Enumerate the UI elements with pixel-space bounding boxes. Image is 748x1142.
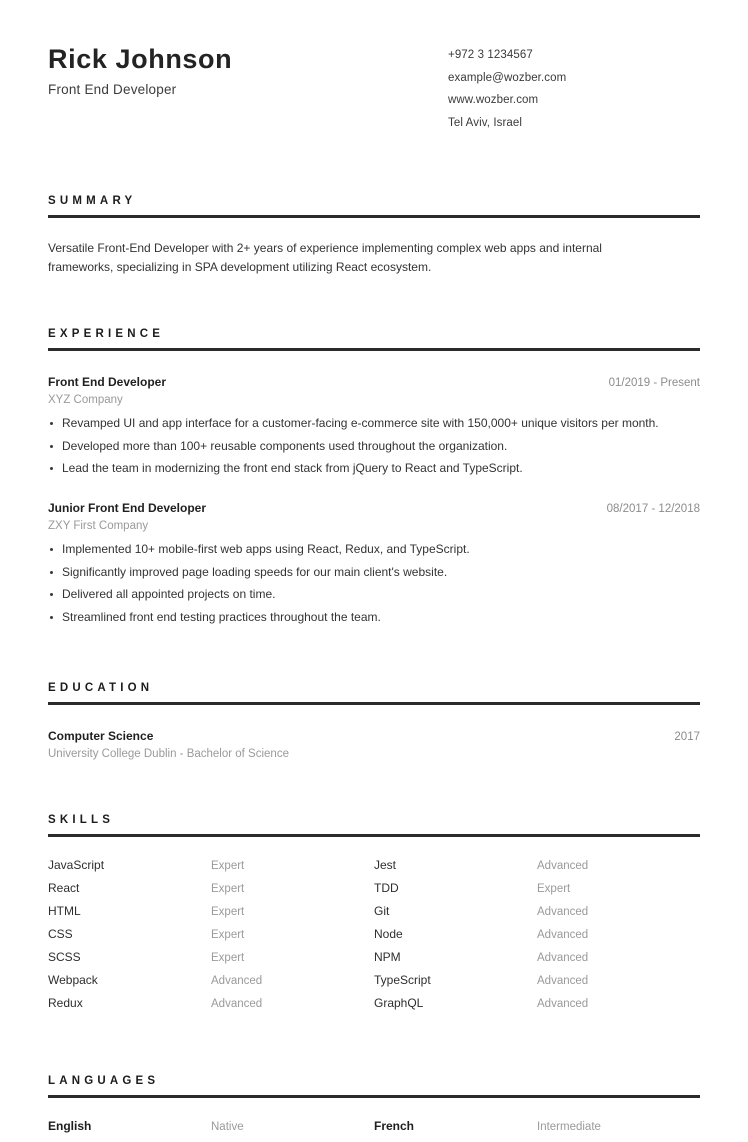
skill-row	[48, 858, 374, 872]
skill-level: Advanced	[211, 974, 263, 987]
skill-name: Redux	[48, 995, 83, 1010]
experience-date: 01/2019 - Present	[608, 377, 700, 390]
skill-name: React	[48, 880, 80, 895]
skill-level: Advanced	[537, 997, 589, 1010]
skill-level: Advanced	[537, 905, 589, 918]
languages-column-right	[374, 1119, 700, 1142]
skill-row	[374, 881, 700, 895]
skill-name: JavaScript	[48, 857, 105, 872]
experience-bullet: Lead the team in modernizing the front end stack from jQuery to React and TypeScript.	[48, 460, 700, 477]
skill-level: Advanced	[211, 997, 263, 1010]
experience-heading: EXPERIENCE	[48, 328, 165, 341]
education-section	[48, 682, 700, 760]
skill-level: Expert	[211, 859, 245, 872]
skill-row	[374, 973, 700, 987]
skills-section	[48, 814, 700, 1019]
skill-row	[374, 858, 700, 872]
summary-section	[48, 195, 700, 276]
entry-header	[48, 501, 700, 515]
skills-column-left	[48, 858, 374, 1019]
skill-row	[48, 950, 374, 964]
language-level: Native	[211, 1120, 244, 1133]
resume-header	[48, 0, 700, 129]
experience-bullet: Implemented 10+ mobile-first web apps using React, Redux, and TypeScript.	[48, 541, 700, 558]
candidate-name: Rick Johnson	[48, 44, 233, 74]
skill-name: CSS	[48, 926, 73, 941]
skill-level: Expert	[537, 882, 571, 895]
entry-header	[48, 375, 700, 389]
skill-row	[374, 927, 700, 941]
skill-level: Advanced	[537, 859, 589, 872]
skill-name: Webpack	[48, 972, 98, 987]
languages-heading: LANGUAGES	[48, 1074, 160, 1087]
education-year: 2017	[674, 730, 700, 743]
language-level: Intermediate	[537, 1120, 601, 1133]
experience-bullet: Delivered all appointed projects on time.	[48, 586, 700, 603]
experience-section	[48, 328, 700, 626]
skill-row	[48, 881, 374, 895]
contact-website: www.wozber.com	[448, 94, 539, 106]
entry-header	[48, 729, 700, 743]
skill-name: Git	[374, 903, 390, 918]
language-row	[374, 1119, 700, 1133]
contact-details	[448, 44, 566, 129]
skill-row	[374, 950, 700, 964]
experience-bullet: Developed more than 100+ reusable components used throughout the organization.	[48, 438, 700, 455]
skill-row	[374, 904, 700, 918]
language-name: French	[374, 1118, 415, 1133]
skill-name: NPM	[374, 949, 401, 964]
experience-entry	[48, 375, 700, 477]
skill-row	[48, 904, 374, 918]
experience-bullet: Revamped UI and app interface for a customer-facing e-commerce site with 150,000+ unique visitors per month.	[48, 415, 700, 432]
experience-bullet-list	[48, 415, 700, 477]
skill-level: Advanced	[537, 951, 589, 964]
languages-section	[48, 1075, 700, 1142]
skill-name: TypeScript	[374, 972, 431, 987]
skill-level: Advanced	[537, 974, 589, 987]
experience-date: 08/2017 - 12/2018	[606, 503, 700, 516]
education-heading: EDUCATION	[48, 681, 154, 694]
skill-name: SCSS	[48, 949, 81, 964]
skill-level: Advanced	[537, 928, 589, 941]
skills-grid	[48, 858, 700, 1019]
experience-bullet-list	[48, 541, 700, 626]
education-school: University College Dublin - Bachelor of Science	[48, 747, 289, 760]
languages-column-left	[48, 1119, 374, 1142]
experience-bullet: Significantly improved page loading speeds for our main client's website.	[48, 564, 700, 581]
skill-row	[48, 996, 374, 1010]
skill-level: Expert	[211, 905, 245, 918]
skills-heading: SKILLS	[48, 813, 115, 826]
experience-company: XYZ Company	[48, 394, 123, 407]
skill-row	[374, 996, 700, 1010]
section-divider	[48, 1095, 700, 1098]
experience-job-title: Front End Developer	[48, 375, 167, 390]
section-divider	[48, 348, 700, 351]
contact-location: Tel Aviv, Israel	[448, 116, 523, 129]
skill-level: Expert	[211, 951, 245, 964]
section-divider	[48, 834, 700, 837]
summary-text: Versatile Front-End Developer with 2+ years of experience implementing complex web apps and internal frameworks, specializing in SPA development utilizing React ecosystem.	[48, 241, 602, 274]
skill-level: Expert	[211, 928, 245, 941]
experience-entry	[48, 501, 700, 626]
section-divider	[48, 215, 700, 218]
languages-grid	[48, 1119, 700, 1142]
section-divider	[48, 702, 700, 705]
skill-row	[48, 927, 374, 941]
candidate-job-title: Front End Developer	[48, 82, 177, 98]
experience-bullet: Streamlined front end testing practices throughout the team.	[48, 609, 700, 626]
skill-name: Node	[374, 926, 403, 941]
skills-column-right	[374, 858, 700, 1019]
education-degree: Computer Science	[48, 728, 154, 743]
language-name: English	[48, 1118, 92, 1133]
skill-row	[48, 973, 374, 987]
contact-email: example@wozber.com	[448, 71, 567, 84]
language-row	[48, 1119, 374, 1133]
summary-heading: SUMMARY	[48, 195, 137, 207]
skill-level: Expert	[211, 882, 245, 895]
skill-name: GraphQL	[374, 995, 424, 1010]
experience-company: ZXY First Company	[48, 520, 149, 533]
education-entry	[48, 729, 700, 760]
skill-name: TDD	[374, 880, 399, 895]
experience-job-title: Junior Front End Developer	[48, 501, 207, 516]
header-identity	[48, 44, 448, 97]
contact-phone: +972 3 1234567	[448, 49, 533, 61]
skill-name: Jest	[374, 857, 397, 872]
skill-name: HTML	[48, 903, 81, 918]
